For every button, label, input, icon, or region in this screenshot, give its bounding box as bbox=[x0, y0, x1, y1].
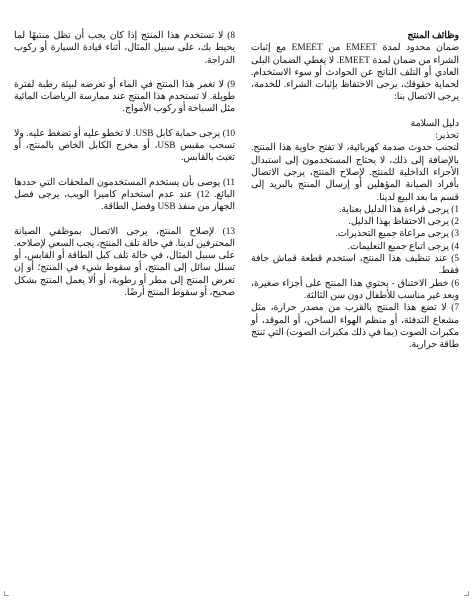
left-column bbox=[14, 30, 235, 299]
safety-item: 8) لا تستخدم هذا المنتج إذا كان يجب أن تظل منتبهًا لما يحيط بك، على سبيل المثال، أثناء قيادة السيارة أو ركوب الدراجة. bbox=[14, 31, 235, 66]
product-functions-heading: وظائف المنتج bbox=[407, 31, 459, 41]
safety-item: 7) لا تضع هذا المنتج بالقرب من مصدر حرارة، مثل مشعاع التدفئة، أو منظم الهواء الساخن، أو الموقد، أو مكبرات الصوت (بما في ذلك مكبرات الصوت) التي تنتج طاقة حرارية. bbox=[251, 303, 459, 351]
safety-item: 10) يرجى حماية كابل USB. لا تخطو عليه أو تضغط عليه. ولا تسحب مقبس USB، أو مخرج الكابل الخاص بالمنتج، أو تعبث بالقابس. bbox=[14, 128, 235, 164]
safety-item: 3) يرجى مراعاة جميع التحذيرات. bbox=[335, 229, 459, 240]
crop-mark bbox=[464, 591, 469, 596]
warranty-paragraph: ضمان محدود لمدة EMEET من EMEET مع إثبات الشراء من ضمان لمدة EMEET. لا يغطي الضمان البلى العادي أو التلف الناتج عن الحوادث أو سوء الاستخدام. لحماية حقوقك، يرجى الاحتفاظ بإثبات الشراء. للخدمة، يرجى الاتصال بنا: bbox=[251, 43, 459, 103]
safety-item: 11) يوصى بأن يستخدم المستخدمون الملحقات التي حددها البائع. 12) عند عدم استخدام كاميرا الويب، يرجى فصل الجهاز من منفذ USB وفصل الطاقة. bbox=[14, 177, 235, 213]
safety-list bbox=[251, 204, 459, 352]
safety-item: 4) يرجى اتباع جميع التعليمات. bbox=[347, 241, 459, 252]
safety-item: 1) يرجى قراءة هذا الدليل بعناية. bbox=[339, 204, 459, 215]
safety-item: 6) خطر الاختناق - يحتوي هذا المنتج على أجزاء صغيرة، وبعد غير مناسب للأطفال دون سن الثالثة. bbox=[251, 278, 459, 301]
safety-item: 13) لإصلاح المنتج، يرجى الاتصال بموظفي الصيانة المحترفين لدينا. في حالة تلف المنتج، يجب السعي لإصلاحه. على سبيل المثال، في حالة تلف كبل الطاقة أو القابس، أو تسلل سائل إلى المنتج، أو سقوط شيء في المنتج؛ أو إن تعرض المنتج إلى مطر أو رطوبة، أو ألا يعمل المنتج بشكل صحيح، أو سقوط المنتج أرضًا. bbox=[14, 226, 235, 299]
crop-mark bbox=[4, 591, 9, 596]
safety-item: 2) يرجى الاحتفاظ بهذا الدليل. bbox=[348, 217, 459, 228]
right-column bbox=[251, 30, 459, 351]
safety-guide-heading: دليل السلامة bbox=[410, 118, 459, 129]
safety-intro-paragraph: لتجنب حدوث صدمة كهربائية، لا تفتح حاوية هذا المنتج. بالإضافة إلى ذلك، لا يحتاج المستخدمون إلى استبدال الأجزاء الداخلية للمنتج. لإصلاح المنتج، يرجى الاتصال بأفراد الصيانة المؤهلين أو إرسال المنتج بالبريد إلى قسم ما بعد البيع لدينا. bbox=[251, 143, 459, 203]
safety-item: 9) لا تغمر هذا المنتج في الماء أو تعرضه لبيئة رطبة لفترة طويلة. لا تستخدم هذا المنتج عند ممارسة الرياضات المائية مثل السباحة أو ركوب الأمواج. bbox=[14, 79, 235, 115]
warning-label: تحذير: bbox=[435, 131, 459, 142]
safety-item: 5) عند تنظيف هذا المنتج، استخدم قطعة قماش جافة فقط. bbox=[251, 254, 459, 277]
